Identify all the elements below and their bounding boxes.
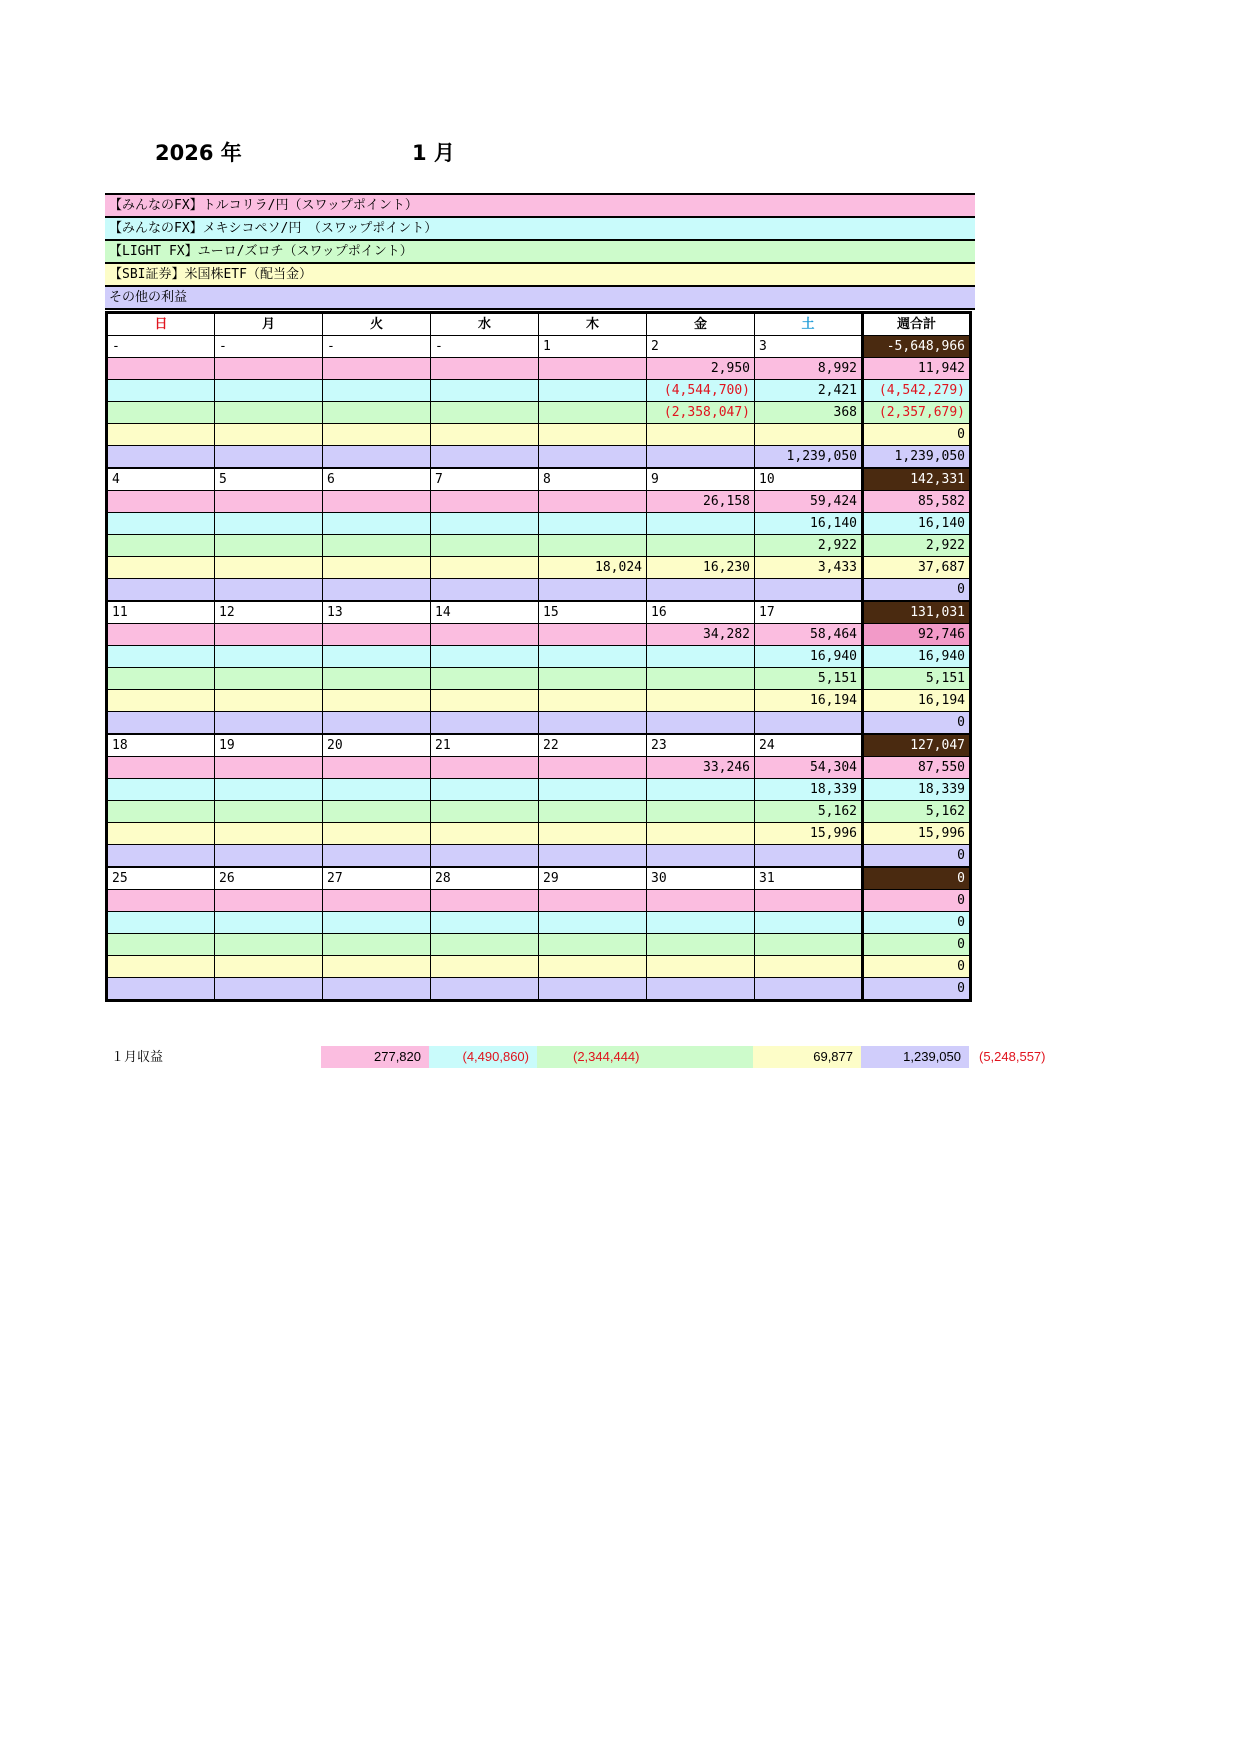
summary-turkish-lira: 277,820 xyxy=(321,1046,429,1068)
amount-cell: 34,282 xyxy=(647,624,755,646)
amount-cell: 59,424 xyxy=(755,491,863,513)
date-cell: 16 xyxy=(647,601,755,624)
amount-cell xyxy=(215,912,323,934)
amount-cell xyxy=(539,912,647,934)
row-total: 15,996 xyxy=(863,823,971,845)
amount-cell xyxy=(539,757,647,779)
row-turkish-lira xyxy=(107,624,971,646)
amount-cell: 1,239,050 xyxy=(755,446,863,469)
amount-cell xyxy=(647,934,755,956)
amount-cell xyxy=(755,424,863,446)
date-cell: 23 xyxy=(647,734,755,757)
amount-cell: 2,922 xyxy=(755,535,863,557)
amount-cell xyxy=(539,358,647,380)
amount-cell xyxy=(215,934,323,956)
amount-cell xyxy=(647,890,755,912)
row-total: 0 xyxy=(863,890,971,912)
row-total: 5,151 xyxy=(863,668,971,690)
amount-cell xyxy=(215,358,323,380)
weekday-header-row xyxy=(107,313,971,336)
amount-cell xyxy=(755,890,863,912)
amount-cell xyxy=(107,779,215,801)
amount-cell xyxy=(323,956,431,978)
amount-cell xyxy=(431,358,539,380)
amount-cell xyxy=(431,380,539,402)
amount-cell xyxy=(539,402,647,424)
amount-cell xyxy=(323,912,431,934)
amount-cell xyxy=(323,779,431,801)
amount-cell xyxy=(323,646,431,668)
row-etf-dividend xyxy=(107,823,971,845)
row-other-profit xyxy=(107,446,971,469)
amount-cell xyxy=(323,934,431,956)
row-total: 0 xyxy=(863,978,971,1001)
amount-cell xyxy=(755,912,863,934)
amount-cell xyxy=(107,535,215,557)
amount-cell xyxy=(431,845,539,868)
amount-cell xyxy=(215,690,323,712)
row-euro-zloty xyxy=(107,801,971,823)
legend-euro-zloty: 【LIGHT FX】ユーロ/ズロチ（スワップポイント） xyxy=(105,241,975,264)
amount-cell xyxy=(539,690,647,712)
row-total: 92,746 xyxy=(863,624,971,646)
amount-cell xyxy=(323,668,431,690)
weekday-sun: 日 xyxy=(107,313,215,336)
amount-cell xyxy=(215,890,323,912)
amount-cell xyxy=(107,823,215,845)
weekday-thu: 木 xyxy=(539,313,647,336)
row-euro-zloty xyxy=(107,934,971,956)
date-cell: 10 xyxy=(755,468,863,491)
amount-cell xyxy=(431,978,539,1001)
date-cell: 31 xyxy=(755,867,863,890)
date-cell: 2 xyxy=(647,336,755,358)
amount-cell xyxy=(431,712,539,735)
amount-cell xyxy=(647,690,755,712)
row-turkish-lira xyxy=(107,757,971,779)
amount-cell xyxy=(539,779,647,801)
row-euro-zloty xyxy=(107,402,971,424)
week-date-row xyxy=(107,336,971,358)
amount-cell xyxy=(755,956,863,978)
amount-cell xyxy=(215,801,323,823)
amount-cell xyxy=(539,380,647,402)
date-cell: 14 xyxy=(431,601,539,624)
amount-cell xyxy=(323,978,431,1001)
week-total: 131,031 xyxy=(863,601,971,624)
date-cell: 11 xyxy=(107,601,215,624)
amount-cell xyxy=(539,801,647,823)
date-cell: 17 xyxy=(755,601,863,624)
row-mexican-peso xyxy=(107,380,971,402)
amount-cell xyxy=(431,424,539,446)
amount-cell xyxy=(539,956,647,978)
row-total: 85,582 xyxy=(863,491,971,513)
amount-cell xyxy=(215,668,323,690)
week-date-row xyxy=(107,468,971,491)
amount-cell xyxy=(323,757,431,779)
legend-turkish-lira: 【みんなのFX】トルコリラ/円（スワップポイント） xyxy=(105,193,975,218)
amount-cell: 2,421 xyxy=(755,380,863,402)
row-other-profit xyxy=(107,712,971,735)
row-total: 0 xyxy=(863,579,971,602)
row-total: 0 xyxy=(863,845,971,868)
row-total: (2,357,679) xyxy=(863,402,971,424)
date-cell: 20 xyxy=(323,734,431,757)
amount-cell: 368 xyxy=(755,402,863,424)
row-mexican-peso xyxy=(107,779,971,801)
amount-cell: 54,304 xyxy=(755,757,863,779)
date-cell: 28 xyxy=(431,867,539,890)
amount-cell xyxy=(215,823,323,845)
amount-cell xyxy=(431,823,539,845)
amount-cell xyxy=(323,624,431,646)
amount-cell xyxy=(107,978,215,1001)
amount-cell xyxy=(323,424,431,446)
amount-cell xyxy=(647,956,755,978)
amount-cell: 5,162 xyxy=(755,801,863,823)
amount-cell xyxy=(539,446,647,469)
amount-cell xyxy=(755,579,863,602)
legend-mexican-peso: 【みんなのFX】メキシコペソ/円 （スワップポイント） xyxy=(105,218,975,241)
weekly-total-header: 週合計 xyxy=(863,313,971,336)
amount-cell xyxy=(431,757,539,779)
amount-cell xyxy=(647,912,755,934)
row-total: 16,194 xyxy=(863,690,971,712)
amount-cell xyxy=(647,823,755,845)
date-cell: 24 xyxy=(755,734,863,757)
amount-cell xyxy=(647,801,755,823)
legend-etf-dividend: 【SBI証券】米国株ETF（配当金） xyxy=(105,264,975,287)
amount-cell xyxy=(323,845,431,868)
amount-cell xyxy=(323,446,431,469)
row-other-profit xyxy=(107,845,971,868)
amount-cell xyxy=(215,535,323,557)
amount-cell xyxy=(107,690,215,712)
date-cell: 4 xyxy=(107,468,215,491)
row-etf-dividend xyxy=(107,690,971,712)
calendar-body xyxy=(107,336,971,1001)
amount-cell xyxy=(539,535,647,557)
amount-cell: 18,024 xyxy=(539,557,647,579)
amount-cell xyxy=(323,823,431,845)
date-cell: 7 xyxy=(431,468,539,491)
summary-euro-zloty: (2,344,444) xyxy=(537,1046,753,1068)
amount-cell xyxy=(431,491,539,513)
date-cell: 12 xyxy=(215,601,323,624)
amount-cell xyxy=(539,646,647,668)
amount-cell xyxy=(215,624,323,646)
row-total: 0 xyxy=(863,712,971,735)
amount-cell: 15,996 xyxy=(755,823,863,845)
amount-cell xyxy=(323,402,431,424)
row-turkish-lira xyxy=(107,491,971,513)
amount-cell xyxy=(647,513,755,535)
amount-cell: (2,358,047) xyxy=(647,402,755,424)
amount-cell xyxy=(647,845,755,868)
amount-cell xyxy=(323,579,431,602)
row-other-profit xyxy=(107,579,971,602)
amount-cell xyxy=(107,491,215,513)
date-cell: 6 xyxy=(323,468,431,491)
row-total: 0 xyxy=(863,424,971,446)
legend-other-profit: その他の利益 xyxy=(105,287,975,310)
amount-cell xyxy=(539,513,647,535)
amount-cell xyxy=(539,712,647,735)
amount-cell xyxy=(431,557,539,579)
row-mexican-peso xyxy=(107,513,971,535)
amount-cell xyxy=(215,779,323,801)
amount-cell xyxy=(107,557,215,579)
amount-cell xyxy=(647,446,755,469)
amount-cell xyxy=(215,446,323,469)
amount-cell xyxy=(107,358,215,380)
row-total: 16,140 xyxy=(863,513,971,535)
amount-cell xyxy=(431,801,539,823)
row-total: (4,542,279) xyxy=(863,380,971,402)
amount-cell xyxy=(323,535,431,557)
amount-cell xyxy=(431,956,539,978)
amount-cell xyxy=(107,934,215,956)
date-cell: 8 xyxy=(539,468,647,491)
row-total: 0 xyxy=(863,912,971,934)
date-cell: 27 xyxy=(323,867,431,890)
date-cell: 5 xyxy=(215,468,323,491)
amount-cell xyxy=(215,956,323,978)
amount-cell xyxy=(431,513,539,535)
date-cell: 25 xyxy=(107,867,215,890)
amount-cell xyxy=(431,934,539,956)
amount-cell xyxy=(431,446,539,469)
amount-cell: 26,158 xyxy=(647,491,755,513)
week-date-row xyxy=(107,734,971,757)
amount-cell xyxy=(647,668,755,690)
amount-cell xyxy=(539,823,647,845)
date-cell: - xyxy=(107,336,215,358)
amount-cell xyxy=(539,424,647,446)
amount-cell xyxy=(107,668,215,690)
amount-cell xyxy=(431,624,539,646)
amount-cell xyxy=(107,646,215,668)
amount-cell: 3,433 xyxy=(755,557,863,579)
amount-cell xyxy=(215,557,323,579)
amount-cell xyxy=(107,624,215,646)
weekday-mon: 月 xyxy=(215,313,323,336)
amount-cell xyxy=(323,380,431,402)
amount-cell xyxy=(215,380,323,402)
amount-cell xyxy=(539,845,647,868)
date-cell: 19 xyxy=(215,734,323,757)
date-cell: 18 xyxy=(107,734,215,757)
amount-cell xyxy=(323,890,431,912)
amount-cell xyxy=(539,579,647,602)
amount-cell xyxy=(431,535,539,557)
date-cell: 29 xyxy=(539,867,647,890)
amount-cell: 16,230 xyxy=(647,557,755,579)
amount-cell xyxy=(755,712,863,735)
amount-cell xyxy=(755,978,863,1001)
summary-etf-dividend: 69,877 xyxy=(753,1046,861,1068)
amount-cell: 16,940 xyxy=(755,646,863,668)
row-total: 5,162 xyxy=(863,801,971,823)
amount-cell: 5,151 xyxy=(755,668,863,690)
summary-other-profit: 1,239,050 xyxy=(861,1046,969,1068)
row-total: 0 xyxy=(863,934,971,956)
amount-cell xyxy=(215,424,323,446)
date-cell: 1 xyxy=(539,336,647,358)
amount-cell xyxy=(107,513,215,535)
row-etf-dividend xyxy=(107,424,971,446)
row-euro-zloty xyxy=(107,535,971,557)
date-cell: - xyxy=(215,336,323,358)
amount-cell xyxy=(107,446,215,469)
amount-cell xyxy=(323,513,431,535)
week-total: -5,648,966 xyxy=(863,336,971,358)
amount-cell xyxy=(107,801,215,823)
row-total: 0 xyxy=(863,956,971,978)
weekday-sat: 土 xyxy=(755,313,863,336)
amount-cell xyxy=(647,535,755,557)
date-cell: 13 xyxy=(323,601,431,624)
amount-cell xyxy=(107,956,215,978)
week-date-row xyxy=(107,601,971,624)
amount-cell xyxy=(107,712,215,735)
amount-cell xyxy=(539,890,647,912)
amount-cell xyxy=(539,978,647,1001)
amount-cell xyxy=(431,779,539,801)
amount-cell xyxy=(107,845,215,868)
amount-cell: (4,544,700) xyxy=(647,380,755,402)
row-turkish-lira xyxy=(107,358,971,380)
summary-grand-total: (5,248,557) xyxy=(979,1049,1046,1064)
amount-cell: 8,992 xyxy=(755,358,863,380)
amount-cell: 2,950 xyxy=(647,358,755,380)
row-total: 18,339 xyxy=(863,779,971,801)
amount-cell xyxy=(647,646,755,668)
date-cell: 9 xyxy=(647,468,755,491)
calendar-table xyxy=(105,311,972,1002)
amount-cell xyxy=(431,668,539,690)
row-total: 16,940 xyxy=(863,646,971,668)
amount-cell xyxy=(431,890,539,912)
amount-cell xyxy=(323,557,431,579)
date-cell: 3 xyxy=(755,336,863,358)
weekday-tue: 火 xyxy=(323,313,431,336)
amount-cell xyxy=(107,757,215,779)
weekday-wed: 水 xyxy=(431,313,539,336)
date-cell: - xyxy=(323,336,431,358)
amount-cell xyxy=(215,402,323,424)
amount-cell xyxy=(323,690,431,712)
amount-cell xyxy=(431,402,539,424)
row-total: 11,942 xyxy=(863,358,971,380)
amount-cell xyxy=(107,402,215,424)
amount-cell xyxy=(755,845,863,868)
amount-cell xyxy=(755,934,863,956)
amount-cell xyxy=(539,624,647,646)
summary-mexican-peso: (4,490,860) xyxy=(429,1046,537,1068)
amount-cell xyxy=(323,712,431,735)
amount-cell xyxy=(647,712,755,735)
amount-cell xyxy=(107,912,215,934)
amount-cell xyxy=(107,890,215,912)
week-date-row xyxy=(107,867,971,890)
amount-cell xyxy=(431,690,539,712)
amount-cell xyxy=(323,801,431,823)
row-mexican-peso xyxy=(107,912,971,934)
row-total: 37,687 xyxy=(863,557,971,579)
amount-cell xyxy=(431,912,539,934)
amount-cell xyxy=(323,358,431,380)
row-turkish-lira xyxy=(107,890,971,912)
amount-cell: 33,246 xyxy=(647,757,755,779)
amount-cell: 16,140 xyxy=(755,513,863,535)
amount-cell xyxy=(215,845,323,868)
amount-cell xyxy=(647,424,755,446)
amount-cell xyxy=(107,579,215,602)
summary-label: １月収益 xyxy=(111,1049,164,1064)
amount-cell xyxy=(215,712,323,735)
row-total: 1,239,050 xyxy=(863,446,971,469)
weekday-fri: 金 xyxy=(647,313,755,336)
amount-cell xyxy=(215,513,323,535)
amount-cell xyxy=(431,646,539,668)
amount-cell xyxy=(647,978,755,1001)
amount-cell xyxy=(539,934,647,956)
amount-cell: 16,194 xyxy=(755,690,863,712)
row-total: 87,550 xyxy=(863,757,971,779)
row-other-profit xyxy=(107,978,971,1001)
date-cell: 30 xyxy=(647,867,755,890)
amount-cell xyxy=(215,646,323,668)
date-cell: - xyxy=(431,336,539,358)
date-cell: 21 xyxy=(431,734,539,757)
amount-cell xyxy=(539,668,647,690)
amount-cell: 58,464 xyxy=(755,624,863,646)
row-euro-zloty xyxy=(107,668,971,690)
week-total: 127,047 xyxy=(863,734,971,757)
amount-cell xyxy=(431,579,539,602)
row-etf-dividend xyxy=(107,557,971,579)
amount-cell xyxy=(647,779,755,801)
date-cell: 26 xyxy=(215,867,323,890)
amount-cell xyxy=(107,424,215,446)
date-cell: 15 xyxy=(539,601,647,624)
amount-cell xyxy=(107,380,215,402)
amount-cell xyxy=(323,491,431,513)
legend xyxy=(105,193,975,310)
amount-cell xyxy=(215,978,323,1001)
month-title: 1 月 xyxy=(412,141,455,165)
row-total: 2,922 xyxy=(863,535,971,557)
amount-cell xyxy=(215,579,323,602)
date-cell: 22 xyxy=(539,734,647,757)
week-total: 142,331 xyxy=(863,468,971,491)
year-title: 2026 年 xyxy=(155,141,242,165)
week-total: 0 xyxy=(863,867,971,890)
amount-cell xyxy=(539,491,647,513)
row-mexican-peso xyxy=(107,646,971,668)
amount-cell xyxy=(215,491,323,513)
amount-cell: 18,339 xyxy=(755,779,863,801)
amount-cell xyxy=(215,757,323,779)
amount-cell xyxy=(647,579,755,602)
row-etf-dividend xyxy=(107,956,971,978)
